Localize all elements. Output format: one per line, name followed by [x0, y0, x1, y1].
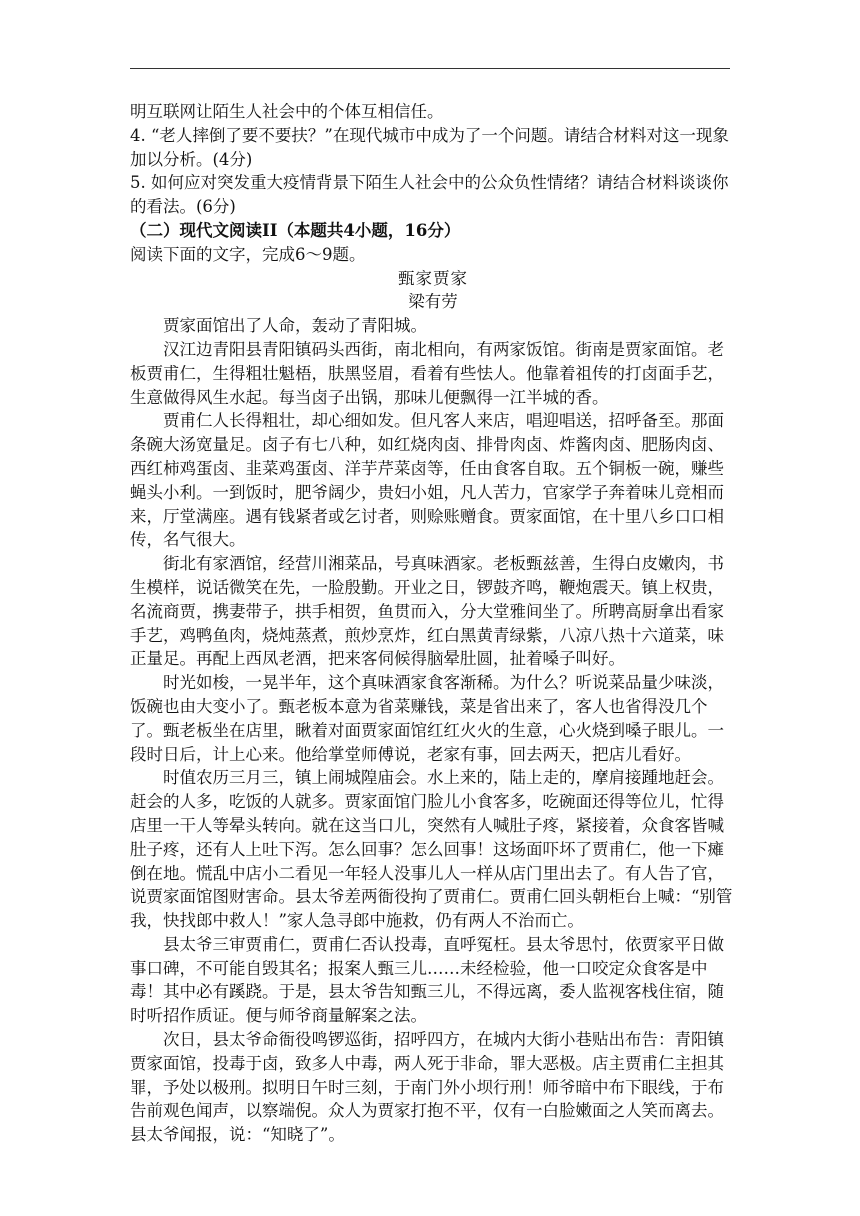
story-paragraph: 汉江边青阳县青阳镇码头西街，南北相向，有两家饭馆。街南是贾家面馆。老板贾甫仁，生得粗壮魁梧，肤黑竖眉，看着有些怯人。他靠着祖传的打卤面手艺，生意做得风生水起。每当卤子出锅，那味儿便飘得一江半城的香。	[130, 339, 724, 407]
question-4: 4. “老人摔倒了要不要扶？”在现代城市中成为了一个问题。请结合材料对这一现象加以分析。(4分)	[130, 125, 729, 169]
story-paragraph: 次日，县太爷命衙役鸣锣巡街，招呼四方，在城内大街小巷贴出布告：青阳镇贾家面馆，投毒于卤，致多人中毒，两人死于非命，罪大恶极。店主贾甫仁主担其罪，予处以极刑。拟明日午时三刻，于南门外小坝行刑！师爷暗中布下眼线，于布告前观色闻声，以察端倪。众人为贾家打抱不平，仅有一白脸嫩面之人笑而离去。县太爷闻报，说：“知晓了”。	[130, 1030, 724, 1145]
story-paragraph: 时光如梭，一晃半年，这个真味酒家食客渐稀。为什么？听说菜品量少味淡，饭碗也由大变小了。甄老板本意为省菜赚钱，菜是省出来了，客人也省得没几个了。甄老板坐在店里，瞅着对面贾家面馆红红火火的生意，心火烧到嗓子眼儿。一段时日后，计上心来。他给掌堂师傅说，老家有事，回去两天，把店儿看好。	[130, 673, 724, 764]
section-heading: （二）现代文阅读II（本题共4小题，16分）	[130, 220, 461, 240]
story-paragraph: 时值农历三月三，镇上闹城隍庙会。水上来的，陆上走的，摩肩接踵地赶会。赶会的人多，吃饭的人就多。贾家面馆门脸儿小食客多，吃碗面还得等位儿，忙得店里一干人等晕头转向。就在这当口儿，突然有人喊肚子疼，紧接着，众食客皆喊肚子疼，还有人上吐下泻。怎么回事？怎么回事！这场面吓坏了贾甫仁，他一下瘫倒在地。慌乱中店小二看见一年轻人没事儿人一样从店门里出去了。有人告了官，说贾家面馆图财害命。县太爷差两衙役拘了贾甫仁。贾甫仁回头朝柜台上喊：“别管我，快找郎中救人！”家人急寻郎中施救，仍有两人不治而亡。	[130, 768, 733, 931]
story-author: 梁有劳	[408, 292, 458, 312]
story-title: 甄家贾家	[398, 268, 468, 288]
reading-instruction: 阅读下面的文字，完成6～9题。	[130, 244, 366, 264]
story-paragraph: 贾家面馆出了人命，轰动了青阳城。	[163, 316, 427, 336]
story-paragraph: 县太爷三审贾甫仁，贾甫仁否认投毒，直呼冤枉。县太爷思忖，依贾家平日做事口碑，不可能自毁其名；报案人甄三儿……未经检验，他一口咬定众食客是中毒！其中必有蹊跷。于是，县太爷告知甄三儿，不得远离，委人监视客栈住宿，随时听招作质证。便与师爷商量解案之法。	[130, 934, 724, 1026]
story-paragraph: 贾甫仁人长得粗壮，却心细如发。但凡客人来店，唱迎唱送，招呼备至。那面条碗大汤宽量足。卤子有七八种，如红烧肉卤、排骨肉卤、炸酱肉卤、肥肠肉卤、西红柿鸡蛋卤、韭菜鸡蛋卤、洋芋芹菜卤等，任由食客自取。五个铜板一碗，赚些蝇头小利。一到饭时，肥爷阔少，贵妇小姐，凡人苦力，官家学子奔着味儿竞相而来，厅堂满座。遇有钱紧者或乞讨者，则赊账赠食。贾家面馆，在十里八乡口口相传，名气很大。	[130, 411, 724, 550]
header-rule	[130, 68, 730, 69]
question-5: 5. 如何应对突发重大疫情背景下陌生人社会中的公众负性情绪？请结合材料谈谈你的看法。(6分)	[130, 173, 729, 217]
document-body	[130, 100, 736, 1147]
text-line: 明互联网让陌生人社会中的个体互相信任。	[130, 102, 444, 121]
story-paragraph: 街北有家酒馆，经营川湘菜品，号真味酒家。老板甄兹善，生得白皮嫩肉，书生模样，说话微笑在先，一脸殷勤。开业之日，锣鼓齐鸣，鞭炮震天。镇上权贵，名流商贾，携妻带子，拱手相贺，鱼贯而入，分大堂雅间坐了。所聘高厨拿出看家手艺，鸡鸭鱼肉，烧炖蒸煮，煎炒烹炸，红白黑黄青绿紫，八凉八热十六道菜，味正量足。再配上西凤老酒，把来客伺候得脑晕肚圆，扯着嗓子叫好。	[130, 554, 724, 669]
